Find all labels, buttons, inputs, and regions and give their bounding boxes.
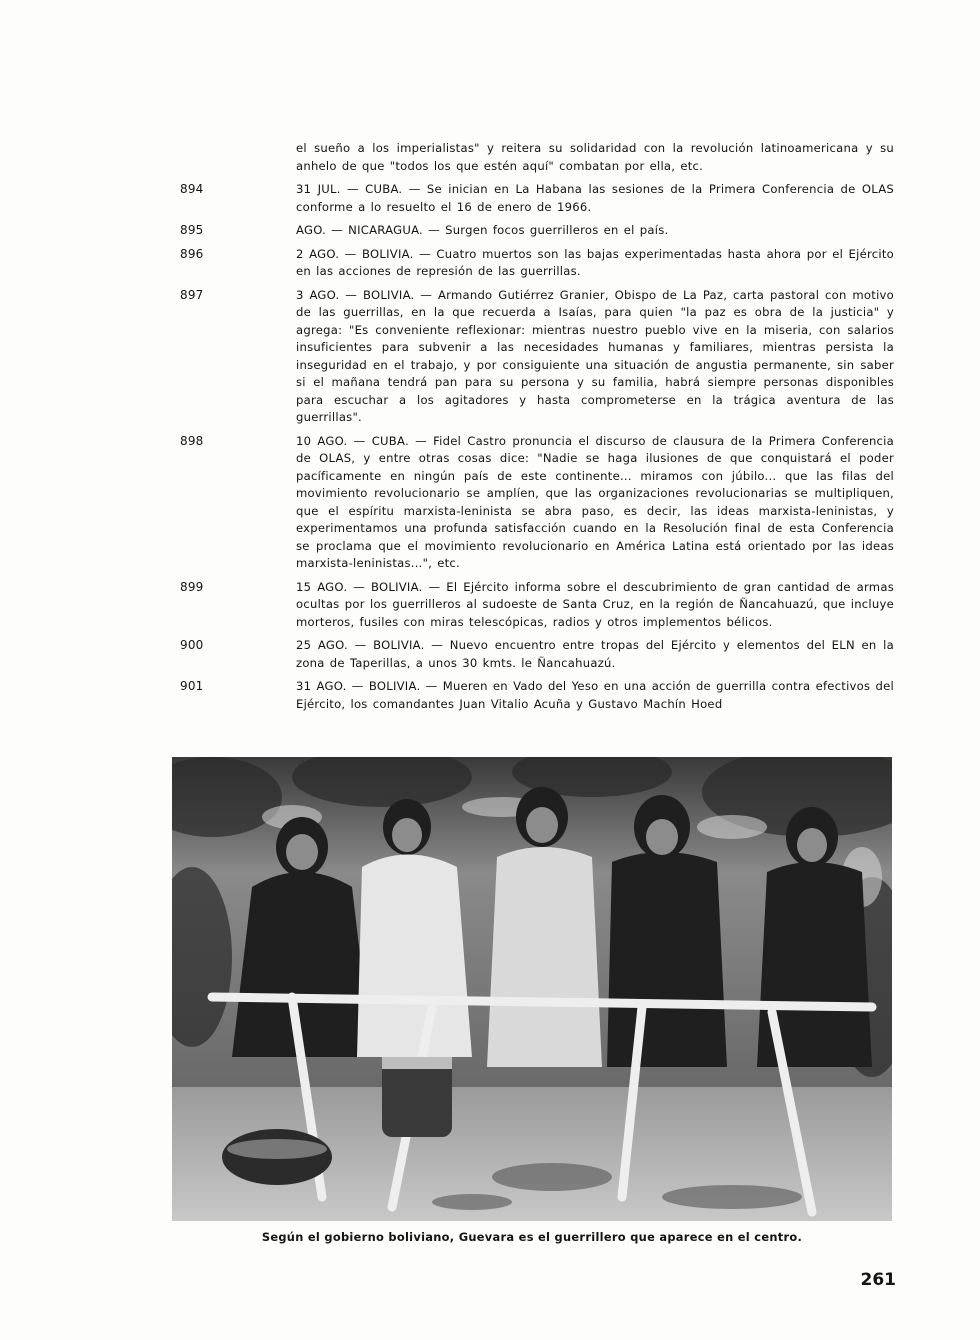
guerrilla-camp-photo <box>172 757 892 1221</box>
entry-text: 3 AGO. — BOLIVIA. — Armando Gutiérrez Granier, Obispo de La Paz, carta pastoral con motivo de las guerrillas, en la que recuerda a Isaías, para quien "la paz es obra de la justicia" y agrega: "Es conveniente reflexionar: mientras nuestro pueblo vive en la miseria, con salarios insuficientes para subvenir a las necesidades humanas y familiares, mientras persista la inseguridad en el trabajo, y por consiguiente una situación de angustia permanente, sin saber si el mañana tendrá pan para su persona y su familia, habrá siempre personas disponibles para escuchar a los agitadores y hasta comprometerse en la trágica aventura de las guerrillas". <box>296 287 894 424</box>
chronology-entry <box>180 433 896 573</box>
chronology-entry <box>180 246 896 281</box>
entry-text: 31 AGO. — BOLIVIA. — Mueren en Vado del Yeso en una acción de guerrilla contra efectivos del Ejército, los comandantes Juan Vitalio Acuña y Gustavo Machín Hoed <box>296 679 894 711</box>
page-number: 261 <box>860 1270 896 1290</box>
entry-number: 895 <box>180 223 204 237</box>
entry-text: 25 AGO. — BOLIVIA. — Nuevo encuentro entre tropas del Ejército y elementos del ELN en la zona de Taperillas, a unos 30 kmts. le Ñancahuazú. <box>296 638 894 670</box>
entry-number: 896 <box>180 246 204 261</box>
entry-number: 899 <box>180 579 204 594</box>
chronology-entry <box>180 222 896 240</box>
entry-number: 898 <box>180 433 204 448</box>
entry-text: 31 JUL. — CUBA. — Se inician en La Habana las sesiones de la Primera Conferencia de OLAS conforme a lo resuelto el 16 de enero de 1966. <box>296 182 894 214</box>
chronology-entry <box>180 678 896 713</box>
chronology-entry <box>180 140 896 175</box>
photo-illustration <box>172 757 892 1221</box>
photo-caption: Según el gobierno boliviano, Guevara es el guerrillero que aparece en el centro. <box>261 1230 803 1244</box>
entry-text: AGO. — NICARAGUA. — Surgen focos guerrilleros en el país. <box>296 223 669 237</box>
chronology-entry <box>180 287 896 427</box>
entry-number: 901 <box>180 679 204 693</box>
chronology-entry <box>180 579 896 632</box>
entry-number: 894 <box>180 182 204 196</box>
entry-number: 897 <box>180 287 204 302</box>
entry-text: 10 AGO. — CUBA. — Fidel Castro pronuncia el discurso de clausura de la Primera Conferencia de OLAS, y entre otras cosas dice: "Nadie se haga ilusiones de que conquistará el poder pacíficamente en ningún país de este continente... miramos con júbilo... que las filas del movimiento revolucionario se amplíen, que las organizaciones revolucionarias se multipliquen, que el espíritu marxista-leninista se abra paso, es decir, las ideas marxista-leninistas, y experimentamos una profunda satisfacción cuando en la Resolución final de esta Conferencia se proclama que el movimiento revolucionario en América Latina está orientado por las ideas marxista-leninistas...", etc. <box>296 433 894 570</box>
chronology-entry <box>180 637 896 672</box>
chronology-entries <box>180 140 896 719</box>
entry-number: 900 <box>180 638 204 652</box>
chronology-entry <box>180 181 896 216</box>
entry-text: 2 AGO. — BOLIVIA. — Cuatro muertos son las bajas experimentadas hasta ahora por el Ejército en las acciones de represión de las guerrillas. <box>296 246 894 278</box>
entry-text: el sueño a los imperialistas" y reitera su solidaridad con la revolución latinoamericana y su anhelo de que "todos los que estén aquí" combatan por ella, etc. <box>296 141 894 173</box>
entry-text: 15 AGO. — BOLIVIA. — El Ejército informa sobre el descubrimiento de gran cantidad de armas ocultas por los guerrilleros al sudoeste de Santa Cruz, en la región de Ñancahuazú, que incluye morteros, fusiles con miras telescópicas, radios y otros implementos bélicos. <box>296 579 894 629</box>
